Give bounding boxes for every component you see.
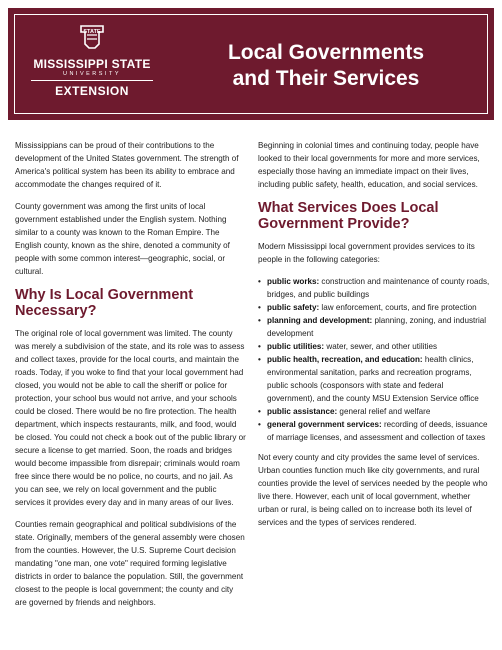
logo-divider — [31, 80, 153, 81]
shield-text: STATE — [83, 29, 101, 35]
paragraph: Counties remain geographical and political subdivisions of the state. Originally, members of the general assembly were chosen from the counties. However, the U.S. Supreme Court decision mandating "one man, one vote" required forming legislative districts in order to balance the population. Still, the government closest to the people is local government; the county and city are governed by friends and neighbors. — [15, 520, 245, 607]
paragraph: Mississippians can be proud of their contributions to the development of the United States government. The strength of America's political system has been its ability to embrace and accommodate the changes required of it. — [15, 141, 239, 189]
title-line-2: and Their Services — [232, 67, 420, 90]
bullet-icon: • — [258, 407, 261, 416]
paragraph: Beginning in colonial times and continuing today, people have looked to their local governments for more and more services, especially those having an immediate impact on their lives, including public safety, health, education, and social services. — [258, 141, 480, 189]
paragraph: Modern Mississippi local government provides services to its people in the following categories: — [258, 242, 475, 264]
logo-sub: UNIVERSITY — [62, 71, 121, 77]
paragraph: County government was among the first units of local government established under the English system. Nothing similar to a county was known to the Roman Empire. The English county, known as the shire, denoted a community of people with some common interest—geographic, social, or cultural. — [15, 202, 230, 276]
list-item: • public utilities: water, sewer, and other utilities — [258, 342, 438, 351]
page-title — [176, 40, 476, 92]
list-item: • public assistance: general relief and welfare — [258, 407, 431, 416]
msu-extension-logo — [26, 22, 158, 110]
section-heading: What Services Does Local Government Provide? — [258, 200, 439, 232]
msu-shield-icon — [77, 22, 107, 52]
header — [0, 0, 502, 126]
title-line-1: Local Governments — [227, 41, 425, 64]
list-item: • public works: construction and maintenance of county roads, bridges, and public buildings — [258, 277, 490, 299]
list-item: • general government services: recording of deeds, issuance of marriage licenses, and assessment and collection of taxes — [258, 420, 488, 442]
services-list — [258, 275, 490, 444]
left-column — [15, 139, 247, 618]
right-column — [258, 139, 490, 538]
section-heading: Why Is Local Government Necessary? — [15, 287, 194, 319]
bullet-icon: • — [258, 420, 261, 429]
list-item: • planning and development: planning, zoning, and industrial development — [258, 316, 487, 338]
bullet-icon: • — [258, 277, 261, 286]
list-item: • public safety: law enforcement, courts, and fire protection — [258, 303, 477, 312]
bullet-icon: • — [258, 303, 261, 312]
paragraph: Not every county and city provides the same level of services. Urban counties function much like city governments, and rural counties provide the level of services needed by the people who live there. However, each unit of local government, whether urban or rural, is being called on to increase both its level of services and the types of services rendered. — [258, 453, 488, 527]
bullet-icon: • — [258, 355, 261, 364]
logo-name: MISSISSIPPI STATE — [33, 57, 151, 71]
bullet-icon: • — [258, 342, 261, 351]
bullet-icon: • — [258, 316, 261, 325]
list-item: • public health, recreation, and education: health clinics, environmental sanitation, parks and recreation programs, public schools (cosponsors with state and federal government), and the county MSU Extension Service office — [258, 355, 479, 403]
logo-extension: EXTENSION — [55, 84, 129, 98]
paragraph: The original role of local government was limited. The county was merely a subdivision of the state, and its role was to assess and collect taxes, provide for the local courts, and maintain the roads. Today, if you woke to find that your local government had closed, you would not be able to call the sheriff or police for protection, your school bus would not arrive, and your schools could be closed. There would be no fire protection. The health department, which inspects restaurants, milk, and food, would be closed. You could not check a book out of the public library or secure a license to get married. Soon, the roads and bridges would become impassible from disrepair; criminals would roam free since there would be no police, no courts, and no jail. As you can see, we rely on local government and the public services it provides every day and in many areas of our lives. — [15, 329, 246, 507]
